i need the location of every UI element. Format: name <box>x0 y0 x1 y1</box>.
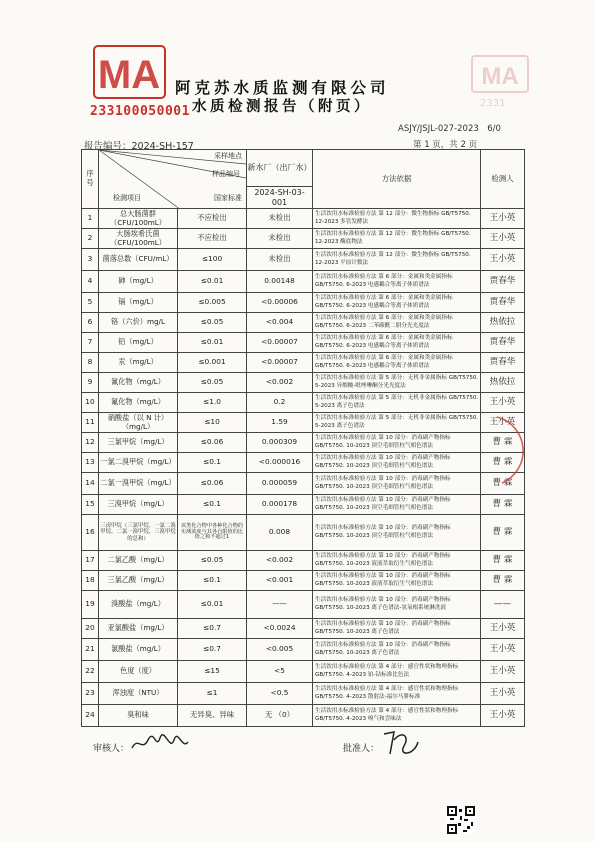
row-result: <0.002 <box>247 551 313 571</box>
row-number: 3 <box>82 249 99 271</box>
row-number: 22 <box>82 661 99 683</box>
row-result: <0.002 <box>247 373 313 393</box>
qr-code-icon <box>447 806 475 834</box>
row-number: 18 <box>82 571 99 591</box>
table-row <box>82 313 525 333</box>
row-tester: —— <box>481 591 525 619</box>
table-row <box>82 293 525 313</box>
header-diagonal-cell <box>99 150 247 209</box>
table-row <box>82 373 525 393</box>
row-number: 17 <box>82 551 99 571</box>
row-standard: ≤0.06 <box>178 473 247 495</box>
approver-signature <box>380 724 420 758</box>
row-number: 9 <box>82 373 99 393</box>
report-number: 报告编号：2024-SH-157 <box>84 141 194 152</box>
page-info: 第 1 页，共 2 页 <box>413 140 478 150</box>
table-row <box>82 249 525 271</box>
row-item: 溴酸盐（mg/L） <box>99 591 178 619</box>
row-result: 未检出 <box>247 249 313 271</box>
row-tester: 曹 霖 <box>481 495 525 515</box>
row-tester: 王小英 <box>481 393 525 413</box>
row-item: 三氯乙酸（mg/L） <box>99 571 178 591</box>
red-seal-partial <box>492 415 532 485</box>
table-row <box>82 591 525 619</box>
row-item: 亚氯酸盐（mg/L） <box>99 619 178 639</box>
table-row <box>82 433 525 453</box>
row-number: 23 <box>82 683 99 705</box>
table-row <box>82 209 525 229</box>
header-national-std: 国家标准 <box>214 194 242 202</box>
row-method: 生活饮用水标准检验方法 第 10 部分：消毒副产物指标 GB/T5750. 10-2023 离子色谱法-氢氧根系统淋洗液 <box>313 591 481 619</box>
row-item: 汞（mg/L） <box>99 353 178 373</box>
row-result: <5 <box>247 661 313 683</box>
row-standard: ≤0.01 <box>178 271 247 293</box>
row-method: 生活饮用水标准检验方法 第 5 部分：无机非金属指标 GB/T5750. 5-2023 离子色谱法 <box>313 413 481 433</box>
row-standard: 不应检出 <box>178 229 247 249</box>
table-row <box>82 353 525 373</box>
row-standard: ≤0.7 <box>178 619 247 639</box>
table-row <box>82 705 525 727</box>
row-method: 生活饮用水标准检验方法 第 6 部分：金属和类金属指标 GB/T5750. 6-2023 电感耦合等离子体质谱法 <box>313 353 481 373</box>
row-item: 氯酸盐（mg/L） <box>99 639 178 661</box>
row-standard: ≤1 <box>178 683 247 705</box>
table-row <box>82 393 525 413</box>
row-tester: 王小英 <box>481 209 525 229</box>
row-tester: 曹 霖 <box>481 473 525 495</box>
row-method: 生活饮用水标准检验方法 第 10 部分：消毒副产物指标 GB/T5750. 10-2023 顶空毛细管柱气相色谱法 <box>313 495 481 515</box>
row-tester: 王小英 <box>481 639 525 661</box>
row-method: 生活饮用水标准检验方法 第 12 部分：微生物指标 GB/T5750. 12-2023 酶底物法 <box>313 229 481 249</box>
table-row <box>82 619 525 639</box>
row-item: 铬（六价）mg/L <box>99 313 178 333</box>
row-result: <0.004 <box>247 313 313 333</box>
row-standard: ≤0.001 <box>178 353 247 373</box>
row-standard: ≤10 <box>178 413 247 433</box>
row-number: 10 <box>82 393 99 413</box>
row-number: 2 <box>82 229 99 249</box>
row-tester: 曹 霖 <box>481 433 525 453</box>
row-result: 0.000178 <box>247 495 313 515</box>
document-reference: ASJY/JSJL-027-2023 6/0 <box>398 124 501 134</box>
header-item: 检测项目 <box>113 194 141 202</box>
reviewer-signature <box>130 728 190 758</box>
table-row <box>82 551 525 571</box>
row-number: 24 <box>82 705 99 727</box>
row-method: 生活饮用水标准检验方法 第 10 部分：消毒副产物指标 GB/T5750. 10-2023 顶空毛细管柱气相色谱法 <box>313 515 481 551</box>
row-result: 0.2 <box>247 393 313 413</box>
row-standard: ≤0.7 <box>178 639 247 661</box>
header-sample-value: 2024-SH-03-001 <box>254 188 305 207</box>
table-row <box>82 515 525 551</box>
row-number: 14 <box>82 473 99 495</box>
header-seq: 序号 <box>82 150 99 209</box>
row-result: <0.5 <box>247 683 313 705</box>
row-method: 生活饮用水标准检验方法 第 10 部分：消毒副产物指标 GB/T5750. 10-2023 离子色谱法 <box>313 619 481 639</box>
row-standard: ≤0.1 <box>178 453 247 473</box>
row-item: 砷（mg/L） <box>99 271 178 293</box>
table-row <box>82 473 525 495</box>
row-number: 7 <box>82 333 99 353</box>
row-method: 生活饮用水标准检验方法 第 12 部分：微生物指标 GB/T5750. 12-2023 平皿计数法 <box>313 249 481 271</box>
header-tester: 检测人 <box>481 150 525 209</box>
table-row <box>82 495 525 515</box>
row-method: 生活饮用水标准检验方法 第 4 部分：感官性状和物理指标 GB/T5750. 4-2023 散射法-福尔马肼标准 <box>313 683 481 705</box>
row-standard: 不应检出 <box>178 209 247 229</box>
row-method: 生活饮用水标准检验方法 第 10 部分：消毒副产物指标 GB/T5750. 10-2023 离子色谱法 <box>313 639 481 661</box>
row-number: 11 <box>82 413 99 433</box>
row-tester: 热依拉 <box>481 373 525 393</box>
ma-code-faded: 2331 <box>480 98 506 109</box>
table-row <box>82 333 525 353</box>
table-row <box>82 661 525 683</box>
row-result: <0.005 <box>247 639 313 661</box>
row-tester: 王小英 <box>481 619 525 639</box>
reviewer-label: 审核人： <box>93 744 130 754</box>
row-item: 镉（mg/L） <box>99 293 178 313</box>
row-tester: 贾春华 <box>481 333 525 353</box>
row-method: 生活饮用水标准检验方法 第 6 部分：金属和类金属指标 GB/T5750. 6-2023 电感耦合等离子体质谱法 <box>313 333 481 353</box>
results-table <box>81 149 525 727</box>
table-row <box>82 571 525 591</box>
row-item: 大肠埃希氏菌（CFU/100mL） <box>99 229 178 249</box>
table-row <box>82 639 525 661</box>
row-standard: ≤0.1 <box>178 571 247 591</box>
ma-certificate-code: 233100050001 <box>90 104 190 119</box>
row-tester: 曹 霖 <box>481 515 525 551</box>
svg-text:MA: MA <box>481 63 519 90</box>
row-number: 6 <box>82 313 99 333</box>
row-number: 12 <box>82 433 99 453</box>
row-method: 生活饮用水标准检验方法 第 4 部分：感官性状和物理指标 GB/T5750. 4-2023 铂-钴标准比色法 <box>313 661 481 683</box>
row-tester: 贾春华 <box>481 293 525 313</box>
row-item: 铅（mg/L） <box>99 333 178 353</box>
row-result: 0.008 <box>247 515 313 551</box>
row-item: 氰化物（mg/L） <box>99 373 178 393</box>
row-method: 生活饮用水标准检验方法 第 10 部分：消毒副产物指标 GB/T5750. 10-2023 顶空毛细管柱气相色谱法 <box>313 433 481 453</box>
row-number: 1 <box>82 209 99 229</box>
row-standard: ≤0.01 <box>178 333 247 353</box>
row-item: 三卤甲烷（三氯甲烷、一氯二溴甲烷、二氯一溴甲烷、三溴甲烷的总和） <box>99 515 178 551</box>
row-method: 生活饮用水标准检验方法 第 10 部分：消毒副产物指标 GB/T5750. 10-2023 顶空毛细管柱气相色谱法 <box>313 473 481 495</box>
row-result: <0.000016 <box>247 453 313 473</box>
row-item: 三溴甲烷（mg/L） <box>99 495 178 515</box>
row-standard: ≤100 <box>178 249 247 271</box>
row-item: 一氯二溴甲烷（mg/L） <box>99 453 178 473</box>
row-number: 19 <box>82 591 99 619</box>
row-result: <0.0024 <box>247 619 313 639</box>
row-tester: 贾春华 <box>481 353 525 373</box>
row-result: <0.00007 <box>247 333 313 353</box>
row-result: 0.00148 <box>247 271 313 293</box>
row-standard: ≤0.005 <box>178 293 247 313</box>
row-tester: 贾春华 <box>481 271 525 293</box>
row-result: 未检出 <box>247 229 313 249</box>
svg-text:MA: MA <box>97 53 161 97</box>
row-item: 二氯乙酸（mg/L） <box>99 551 178 571</box>
row-number: 20 <box>82 619 99 639</box>
table-row <box>82 413 525 433</box>
row-tester: 王小英 <box>481 705 525 727</box>
row-result: 未检出 <box>247 209 313 229</box>
header-place-value: 新水厂（出厂水） <box>247 150 312 187</box>
row-number: 4 <box>82 271 99 293</box>
row-method: 生活饮用水标准检验方法 第 5 部分：无机非金属指标 GB/T5750. 5-2023 异烟酸-吡唑啉酮分光光度法 <box>313 373 481 393</box>
row-number: 8 <box>82 353 99 373</box>
header-sample-no: 样品编号 <box>212 170 240 178</box>
row-standard: ≤0.05 <box>178 551 247 571</box>
table-row <box>82 271 525 293</box>
row-tester: 曹 霖 <box>481 551 525 571</box>
ma-certification-stamp <box>92 44 167 100</box>
header-method: 方法依据 <box>313 150 481 209</box>
row-item: 总大肠菌群（CFU/100mL） <box>99 209 178 229</box>
row-number: 15 <box>82 495 99 515</box>
row-standard: ≤1.0 <box>178 393 247 413</box>
row-method: 生活饮用水标准检验方法 第 6 部分：金属和类金属指标 GB/T5750. 6-2023 电感耦合等离子体质谱法 <box>313 271 481 293</box>
row-method: 生活饮用水标准检验方法 第 10 部分：消毒副产物指标 GB/T5750. 10-2023 液液萃取衍生气相色谱法 <box>313 571 481 591</box>
row-method: 生活饮用水标准检验方法 第 5 部分：无机非金属指标 GB/T5750. 5-2023 离子色谱法 <box>313 393 481 413</box>
row-method: 生活饮用水标准检验方法 第 10 部分：消毒副产物指标 GB/T5750. 10-2023 液液萃取衍生气相色谱法 <box>313 551 481 571</box>
row-result: 0.000309 <box>247 433 313 453</box>
row-method: 生活饮用水标准检验方法 第 6 部分：金属和类金属指标 GB/T5750. 6-2023 电感耦合等离子体质谱法 <box>313 293 481 313</box>
row-result: <0.00007 <box>247 353 313 373</box>
row-standard: ≤0.1 <box>178 495 247 515</box>
row-method: 生活饮用水标准检验方法 第 12 部分：微生物指标 GB/T5750. 12-2023 多管发酵法 <box>313 209 481 229</box>
row-number: 5 <box>82 293 99 313</box>
report-title: 水质检测报告（附页） <box>192 99 372 115</box>
row-result: 0.000059 <box>247 473 313 495</box>
row-standard: ≤0.05 <box>178 373 247 393</box>
row-item: 三氯甲烷（mg/L） <box>99 433 178 453</box>
row-standard: ≤0.05 <box>178 313 247 333</box>
header-sample-cell <box>247 150 313 209</box>
row-item: 硝酸盐（以 N 计）（mg/L） <box>99 413 178 433</box>
row-result: <0.001 <box>247 571 313 591</box>
header-sampling-place: 采样地点 <box>214 152 242 160</box>
ma-stamp-faded <box>470 54 530 94</box>
row-result: <0.00006 <box>247 293 313 313</box>
row-tester: 王小英 <box>481 683 525 705</box>
row-number: 21 <box>82 639 99 661</box>
row-tester: 王小英 <box>481 661 525 683</box>
row-method: 生活饮用水标准检验方法 第 4 部分：感官性状和物理指标 GB/T5750. 4-2023 嗅气和尝味法 <box>313 705 481 727</box>
row-number: 16 <box>82 515 99 551</box>
row-number: 13 <box>82 453 99 473</box>
row-standard: ≤0.01 <box>178 591 247 619</box>
company-name: 阿克苏水质监测有限公司 <box>175 79 390 97</box>
row-tester: 王小英 <box>481 229 525 249</box>
row-method: 生活饮用水标准检验方法 第 10 部分：消毒副产物指标 GB/T5750. 10-2023 顶空毛细管柱气相色谱法 <box>313 453 481 473</box>
row-result: —— <box>247 591 313 619</box>
row-standard: ≤0.06 <box>178 433 247 453</box>
row-result: 1.59 <box>247 413 313 433</box>
row-tester: 曹 霖 <box>481 453 525 473</box>
row-tester: 曹 霖 <box>481 571 525 591</box>
table-row <box>82 229 525 249</box>
table-row <box>82 683 525 705</box>
row-tester: 热依拉 <box>481 313 525 333</box>
row-tester: 王小英 <box>481 413 525 433</box>
row-standard: ≤15 <box>178 661 247 683</box>
row-item: 臭和味 <box>99 705 178 727</box>
row-method: 生活饮用水标准检验方法 第 6 部分：金属和类金属指标 GB/T5750. 6-2023 二苯碳酰二肼分光光度法 <box>313 313 481 333</box>
row-item: 浑浊度（NTU） <box>99 683 178 705</box>
table-row <box>82 453 525 473</box>
row-item: 色度（度） <box>99 661 178 683</box>
row-item: 菌落总数（CFU/mL） <box>99 249 178 271</box>
row-standard: 无异臭、异味 <box>178 705 247 727</box>
row-item: 氟化物（mg/L） <box>99 393 178 413</box>
row-standard: 该类化合物中各种化合物的实测浓度与其各自限值的比值之和不超过1 <box>178 515 247 551</box>
row-tester: 王小英 <box>481 249 525 271</box>
row-result: 无 （0） <box>247 705 313 727</box>
row-item: 二氯一溴甲烷（mg/L） <box>99 473 178 495</box>
approver-label: 批准人： <box>343 744 380 754</box>
